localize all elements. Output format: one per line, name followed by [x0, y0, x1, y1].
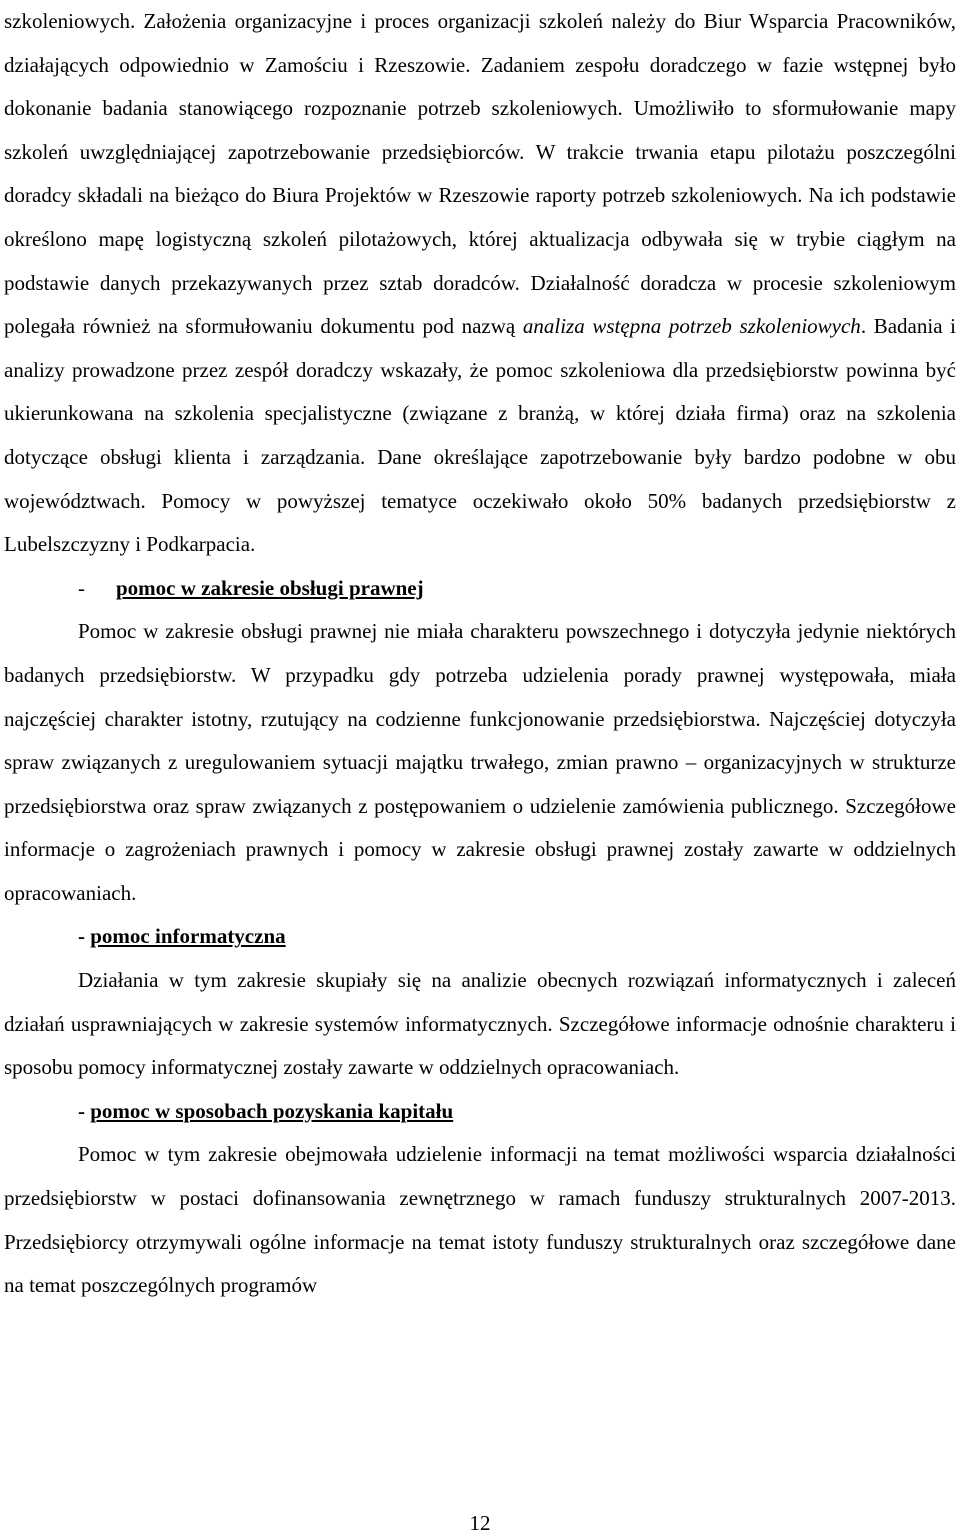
section-heading-it — [4, 915, 956, 959]
paragraph-training-needs — [4, 0, 956, 567]
italic-document-title: analiza wstępna potrzeb szkoleniowych — [522, 314, 861, 339]
page-number: 12 — [469, 1511, 491, 1535]
section-body-capital: Pomoc w tym zakresie obejmowała udzielenie informacji na temat możliwości wsparcia działalności przedsiębiorstw w postaci dofinansowania zewnętrznego w ramach funduszy strukturalnych 2007-2013. Przedsiębiorcy otrzymywali ogólne informacje na temat istoty funduszy strukturalnych oraz szczegółowe dane na temat poszczególnych programów — [4, 1142, 956, 1298]
section-heading-legal — [4, 567, 956, 611]
heading-text: pomoc w sposobach pozyskania kapitału — [90, 1098, 454, 1123]
section-body-it: Działania w tym zakresie skupiały się na analizie obecnych rozwiązań informatycznych i zaleceń działań usprawniających w zakresie systemów informatycznych. Szczegółowe informacje odnośnie charakteru i sposobu pomocy informatycznej zostały zawarte w oddzielnych opracowaniach. — [4, 968, 956, 1080]
paragraph-text-continued: . Badania i analizy prowadzone przez zespół doradczy wskazały, że pomoc szkoleniowa dla przedsiębiorstw powinna być ukierunkowana na szkolenia specjalistyczne (związane z branżą, w której działa firma) oraz na szkolenia dotyczące obsługi klienta i zarządzania. Dane określające zapotrzebowanie były bardzo podobne w obu województwach. Pomocy w powyższej tematyce oczekiwało około 50% badanych przedsiębiorstw z Lubelszczyzny i Podkarpacia. — [4, 314, 956, 557]
heading-dash: - — [78, 575, 85, 600]
paragraph-text: szkoleniowych. Założenia organizacyjne i proces organizacji szkoleń należy do Biur Wsparcia Pracowników, działających odpowiednio w Zamościu i Rzeszowie. Zadaniem zespołu doradczego w fazie wstępnej było dokonanie badania stanowiącego rozpoznanie potrzeb szkoleniowych. Umożliwiło to sformułowanie mapy szkoleń uwzględniającej zapotrzebowanie przedsiębiorców. W trakcie trwania etapu pilotażu poszczególni doradcy składali na bieżąco do Biura Projektów w Rzeszowie raporty potrzeb szkoleniowych. Na ich podstawie określono mapę logistyczną szkoleń pilotażowych, której aktualizacja odbywała się w trybie ciągłym na podstawie danych przekazywanych przez sztab doradców. Działalność doradcza w procesie szkoleniowym polegała również na sformułowaniu dokumentu pod nazwą — [4, 9, 956, 339]
heading-text: pomoc informatyczna — [90, 924, 286, 949]
heading-dash: - — [78, 924, 91, 949]
heading-dash: - — [78, 1098, 91, 1123]
section-body-legal: Pomoc w zakresie obsługi prawnej nie miała charakteru powszechnego i dotyczyła jedynie niektórych badanych przedsiębiorstw. W przypadku gdy potrzeba udzielenia porady prawnej występowała, miała najczęściej charakter istotny, rzutujący na codzienne funkcjonowanie przedsiębiorstwa. Najczęściej dotyczyła spraw związanych z uregulowaniem sytuacji majątku trwałego, zmian prawno – organizacyjnych w strukturze przedsiębiorstwa oraz spraw związanych z postępowaniem o udzielenie zamówienia publicznego. Szczegółowe informacje o zagrożeniach prawnych i pomocy w zakresie obsługi prawnej zostały zawarte w oddzielnych opracowaniach. — [4, 619, 956, 905]
document-page — [4, 0, 956, 1308]
heading-text: pomoc w zakresie obsługi prawnej — [116, 575, 424, 600]
section-heading-capital — [4, 1090, 956, 1134]
